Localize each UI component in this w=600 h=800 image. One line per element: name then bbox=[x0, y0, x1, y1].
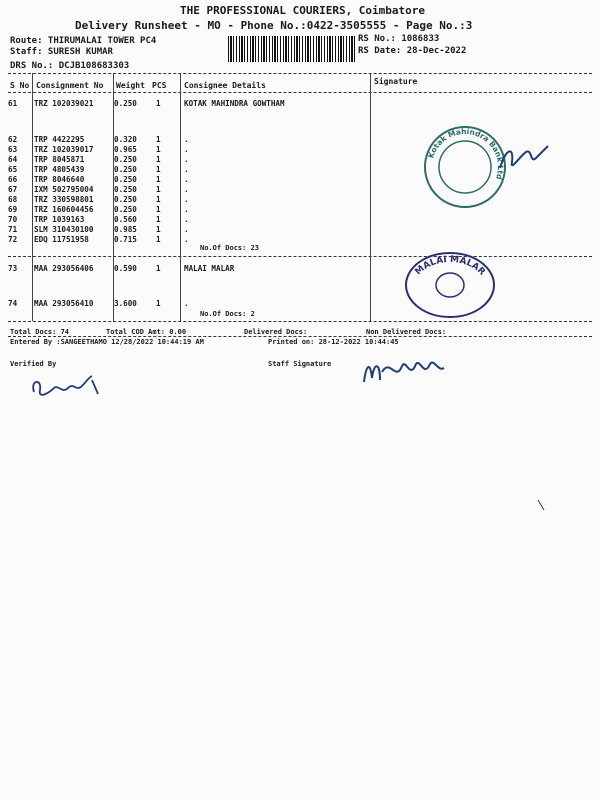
svg-text:Kotak Mahindra Bank Ltd: Kotak Mahindra Bank Ltd bbox=[426, 126, 506, 181]
barcode bbox=[228, 36, 356, 62]
delivered-docs: Delivered Docs: bbox=[244, 328, 308, 336]
row-weight: 0.250 bbox=[114, 195, 137, 204]
row-weight: 0.250 bbox=[114, 185, 137, 194]
col-divider bbox=[370, 73, 371, 321]
group2-docs-count: No.Of Docs: 2 bbox=[200, 310, 255, 318]
row-pcs: 1 bbox=[156, 225, 161, 234]
row-consignment: TRZ 330598801 bbox=[34, 195, 94, 204]
col-header-signature: Signature bbox=[374, 77, 418, 86]
printed-on: Printed on: 28-12-2022 10:44:45 bbox=[268, 338, 399, 346]
row-details: . bbox=[184, 185, 189, 194]
row-sno: 68 bbox=[8, 195, 18, 204]
row-consignment: TRZ 102039021 bbox=[34, 99, 94, 108]
row-pcs: 1 bbox=[156, 99, 161, 108]
row-details: . bbox=[184, 215, 189, 224]
row-consignment: TRP 8046640 bbox=[34, 175, 85, 184]
row-weight: 0.985 bbox=[114, 225, 137, 234]
row-consignment: MAA 293056406 bbox=[34, 264, 94, 273]
row-details: . bbox=[184, 155, 189, 164]
row-consignment: TRP 4805439 bbox=[34, 165, 85, 174]
row-weight: 0.250 bbox=[114, 205, 137, 214]
row-sno: 62 bbox=[8, 135, 18, 144]
row-sno: 66 bbox=[8, 175, 18, 184]
row-pcs: 1 bbox=[156, 195, 161, 204]
row-pcs: 1 bbox=[156, 215, 161, 224]
row-consignment: TRP 8045871 bbox=[34, 155, 85, 164]
row-weight: 0.250 bbox=[114, 99, 137, 108]
row-details: . bbox=[184, 225, 189, 234]
row-weight: 0.250 bbox=[114, 165, 137, 174]
row-sno: 61 bbox=[8, 99, 18, 108]
staff: Staff: SURESH KUMAR bbox=[10, 47, 113, 57]
row-details: . bbox=[184, 235, 189, 244]
row-sno: 64 bbox=[8, 155, 18, 164]
footer-rule bbox=[8, 336, 592, 337]
runsheet-title: Delivery Runsheet - MO - Phone No.:0422-3505555 - Page No.:3 bbox=[75, 19, 473, 32]
row-pcs: 1 bbox=[156, 235, 161, 244]
row-pcs: 1 bbox=[156, 264, 161, 273]
rs-number: RS No.: 1086833 bbox=[358, 34, 440, 44]
col-header-pcs: PCS bbox=[152, 81, 167, 90]
verifier-signature bbox=[28, 370, 108, 406]
row-pcs: 1 bbox=[156, 165, 161, 174]
verified-by-label: Verified By bbox=[10, 360, 57, 368]
company-title: THE PROFESSIONAL COURIERS, Coimbatore bbox=[180, 4, 426, 17]
row-consignment: TRP 1039163 bbox=[34, 215, 85, 224]
row-sno: 72 bbox=[8, 235, 18, 244]
row-sno: 70 bbox=[8, 215, 18, 224]
row-weight: 0.965 bbox=[114, 145, 137, 154]
row-weight: 3.600 bbox=[114, 299, 137, 308]
drs-number: DRS No.: DCJB108683303 bbox=[10, 61, 130, 71]
row-pcs: 1 bbox=[156, 299, 161, 308]
row-weight: 0.320 bbox=[114, 135, 137, 144]
row-consignment: TRP 4422295 bbox=[34, 135, 85, 144]
staff-signature bbox=[360, 352, 450, 390]
table-bottom-rule bbox=[8, 321, 592, 322]
row-details: . bbox=[184, 135, 189, 144]
col-header-details: Consignee Details bbox=[184, 81, 266, 90]
non-delivered-docs: Non Delivered Docs: bbox=[366, 328, 447, 336]
row-sno: 73 bbox=[8, 264, 18, 273]
row-details: . bbox=[184, 145, 189, 154]
row-weight: 0.560 bbox=[114, 215, 137, 224]
row-sno: 71 bbox=[8, 225, 18, 234]
col-header-sno: S No bbox=[10, 81, 30, 90]
row-details: . bbox=[184, 175, 189, 184]
row-consignment: IXM 502795004 bbox=[34, 185, 94, 194]
row-weight: 0.590 bbox=[114, 264, 137, 273]
group1-docs-count: No.Of Docs: 23 bbox=[200, 244, 260, 252]
row-sno: 74 bbox=[8, 299, 18, 308]
malai-malar-stamp bbox=[402, 250, 498, 320]
row-weight: 0.250 bbox=[114, 175, 137, 184]
row-consignment: TRZ 102039017 bbox=[34, 145, 94, 154]
row-pcs: 1 bbox=[156, 205, 161, 214]
row-pcs: 1 bbox=[156, 155, 161, 164]
total-cod: Total COD Amt: 0.00 bbox=[106, 328, 187, 336]
row-details: . bbox=[184, 299, 189, 308]
row-consignment: TRZ 160604456 bbox=[34, 205, 94, 214]
entered-by: Entered By :SANGEETHAMO 12/28/2022 10:44:19 AM bbox=[10, 338, 204, 346]
row-sno: 67 bbox=[8, 185, 18, 194]
route: Route: THIRUMALAI TOWER PC4 bbox=[10, 36, 157, 46]
col-header-consignment: Consignment No bbox=[36, 81, 104, 90]
staff-signature-label: Staff Signature bbox=[268, 360, 332, 368]
header-bottom-rule bbox=[8, 92, 592, 93]
row-consignment: EDQ 11751958 bbox=[34, 235, 89, 244]
row-details: . bbox=[184, 205, 189, 214]
total-docs: Total Docs: 74 bbox=[10, 328, 70, 336]
row-pcs: 1 bbox=[156, 175, 161, 184]
col-divider bbox=[32, 73, 33, 321]
group-divider bbox=[8, 256, 592, 257]
col-divider bbox=[180, 73, 181, 321]
row-weight: 0.250 bbox=[114, 155, 137, 164]
row-sno: 69 bbox=[8, 205, 18, 214]
row-consignment: MAA 293056410 bbox=[34, 299, 94, 308]
row-pcs: 1 bbox=[156, 135, 161, 144]
row-sno: 63 bbox=[8, 145, 18, 154]
row-details: KOTAK MAHINDRA GOWTHAM bbox=[184, 99, 285, 108]
customer-signature-1 bbox=[492, 138, 552, 178]
row-sno: 65 bbox=[8, 165, 18, 174]
row-consignment: SLM 310430100 bbox=[34, 225, 94, 234]
pen-mark bbox=[536, 498, 548, 514]
row-details: MALAI MALAR bbox=[184, 264, 235, 273]
row-pcs: 1 bbox=[156, 145, 161, 154]
table-top-rule bbox=[8, 73, 592, 74]
row-details: . bbox=[184, 165, 189, 174]
rs-date: RS Date: 28-Dec-2022 bbox=[358, 46, 467, 56]
row-details: . bbox=[184, 195, 189, 204]
row-pcs: 1 bbox=[156, 185, 161, 194]
col-header-weight: Weight bbox=[116, 81, 145, 90]
svg-text:MALAI MALAR: MALAI MALAR bbox=[413, 254, 487, 278]
row-weight: 0.715 bbox=[114, 235, 137, 244]
